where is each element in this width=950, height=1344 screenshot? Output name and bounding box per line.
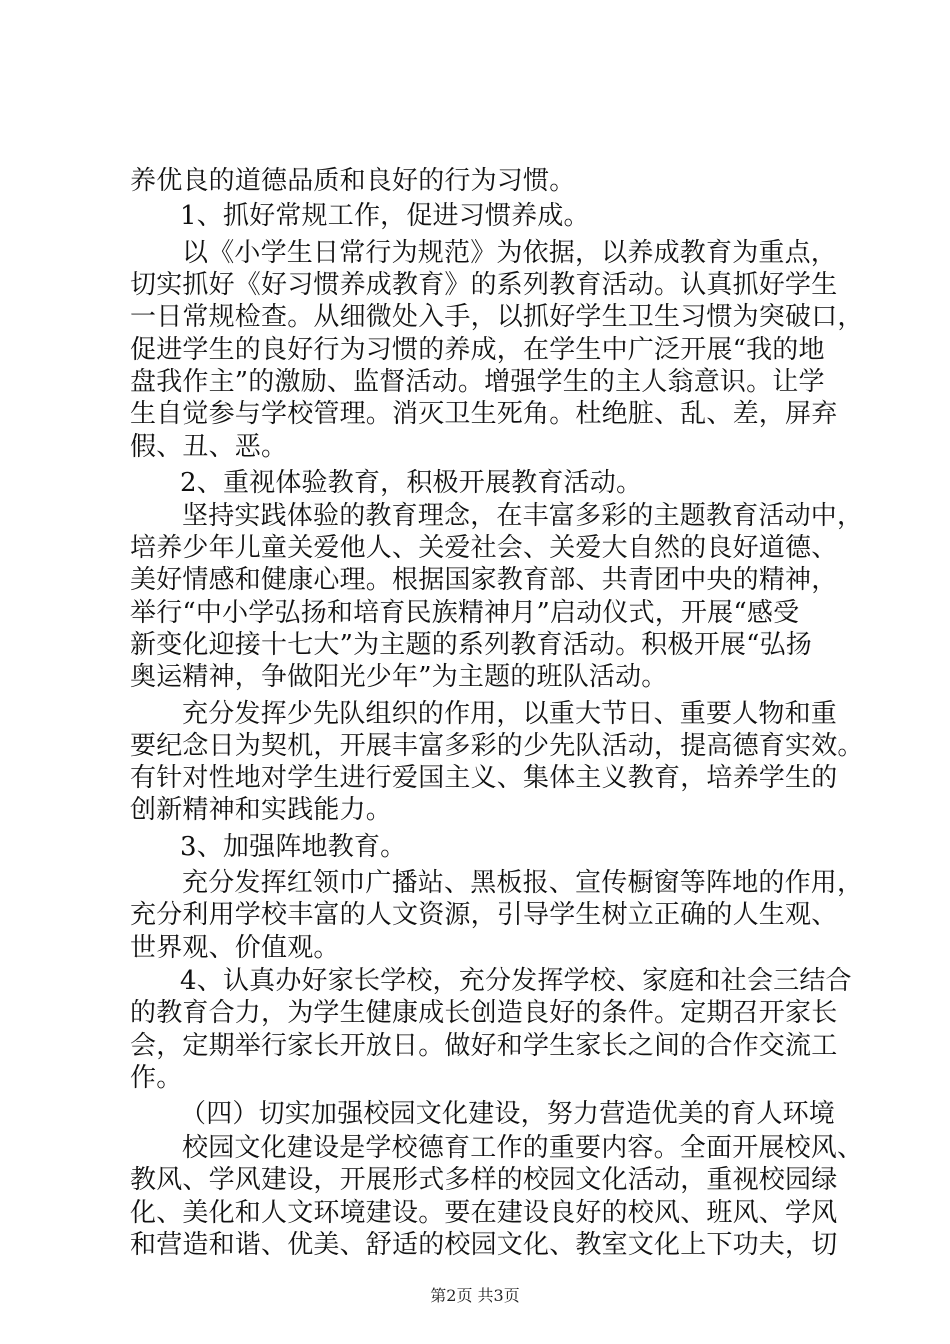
text-line: 作。 bbox=[130, 1063, 183, 1093]
text-line: 创新精神和实践能力。 bbox=[130, 795, 393, 825]
text-line: 2、重视体验教育，积极开展教育活动。 bbox=[180, 468, 643, 498]
text-line: 培养少年儿童关爱他人、关爱社会、关爱大自然的良好道德、 bbox=[130, 533, 838, 563]
text-line: 生自觉参与学校管理。消灭卫生死角。杜绝脏、乱、差，屏弃 bbox=[130, 399, 838, 429]
text-line: 有针对性地对学生进行爱国主义、集体主义教育，培养学生的 bbox=[130, 763, 838, 793]
text-line: 盘我作主”的激励、监督活动。增强学生的主人翁意识。让学 bbox=[130, 367, 825, 397]
text-line: 校园文化建设是学校德育工作的重要内容。全面开展校风、 bbox=[182, 1133, 864, 1163]
text-line: 会，定期举行家长开放日。做好和学生家长之间的合作交流工 bbox=[130, 1031, 838, 1061]
text-line: 新变化迎接十七大”为主题的系列教育活动。积极开展“弘扬 bbox=[130, 630, 812, 660]
text-line: 要纪念日为契机，开展丰富多彩的少先队活动，提高德育实效。 bbox=[130, 731, 864, 761]
text-line: 坚持实践体验的教育理念，在丰富多彩的主题教育活动中， bbox=[182, 501, 864, 531]
text-line: 美好情感和健康心理。根据国家教育部、共青团中央的精神， bbox=[130, 565, 838, 595]
text-line: 奥运精神，争做阳光少年”为主题的班队活动。 bbox=[130, 662, 668, 692]
text-line: 促进学生的良好行为习惯的养成，在学生中广泛开展“我的地 bbox=[130, 335, 825, 365]
text-line: 假、丑、恶。 bbox=[130, 432, 288, 462]
text-line: 的教育合力，为学生健康成长创造良好的条件。定期召开家长 bbox=[130, 998, 838, 1028]
text-line: 4、认真办好家长学校，充分发挥学校、家庭和社会三结合 bbox=[180, 966, 852, 996]
text-line: （四）切实加强校园文化建设，努力营造优美的育人环境 bbox=[180, 1099, 836, 1129]
text-line: 3、加强阵地教育。 bbox=[180, 832, 407, 862]
text-line: 充分发挥红领巾广播站、黑板报、宣传橱窗等阵地的作用， bbox=[182, 868, 864, 898]
page-number-footer: 第2页 共3页 bbox=[430, 1286, 520, 1305]
text-line: 和营造和谐、优美、舒适的校园文化、教室文化上下功夫，切 bbox=[130, 1230, 838, 1260]
text-line: 以《小学生日常行为规范》为依据，以养成教育为重点， bbox=[182, 238, 838, 268]
text-line: 充分利用学校丰富的人文资源，引导学生树立正确的人生观、 bbox=[130, 900, 838, 930]
text-line: 举行“中小学弘扬和培育民族精神月”启动仪式，开展“感受 bbox=[130, 598, 800, 628]
text-line: 教风、学风建设，开展形式多样的校园文化活动，重视校园绿 bbox=[130, 1165, 838, 1195]
text-line: 充分发挥少先队组织的作用，以重大节日、重要人物和重 bbox=[182, 699, 838, 729]
text-line: 切实抓好《好习惯养成教育》的系列教育活动。认真抓好学生 bbox=[130, 270, 838, 300]
text-line: 世界观、价值观。 bbox=[130, 933, 340, 963]
text-line: 1、抓好常规工作，促进习惯养成。 bbox=[180, 201, 590, 231]
text-line: 化、美化和人文环境建设。要在建设良好的校风、班风、学风 bbox=[130, 1198, 838, 1228]
text-line: 养优良的道德品质和良好的行为习惯。 bbox=[130, 166, 576, 196]
text-line: 一日常规检查。从细微处入手，以抓好学生卫生习惯为突破口， bbox=[130, 302, 864, 332]
